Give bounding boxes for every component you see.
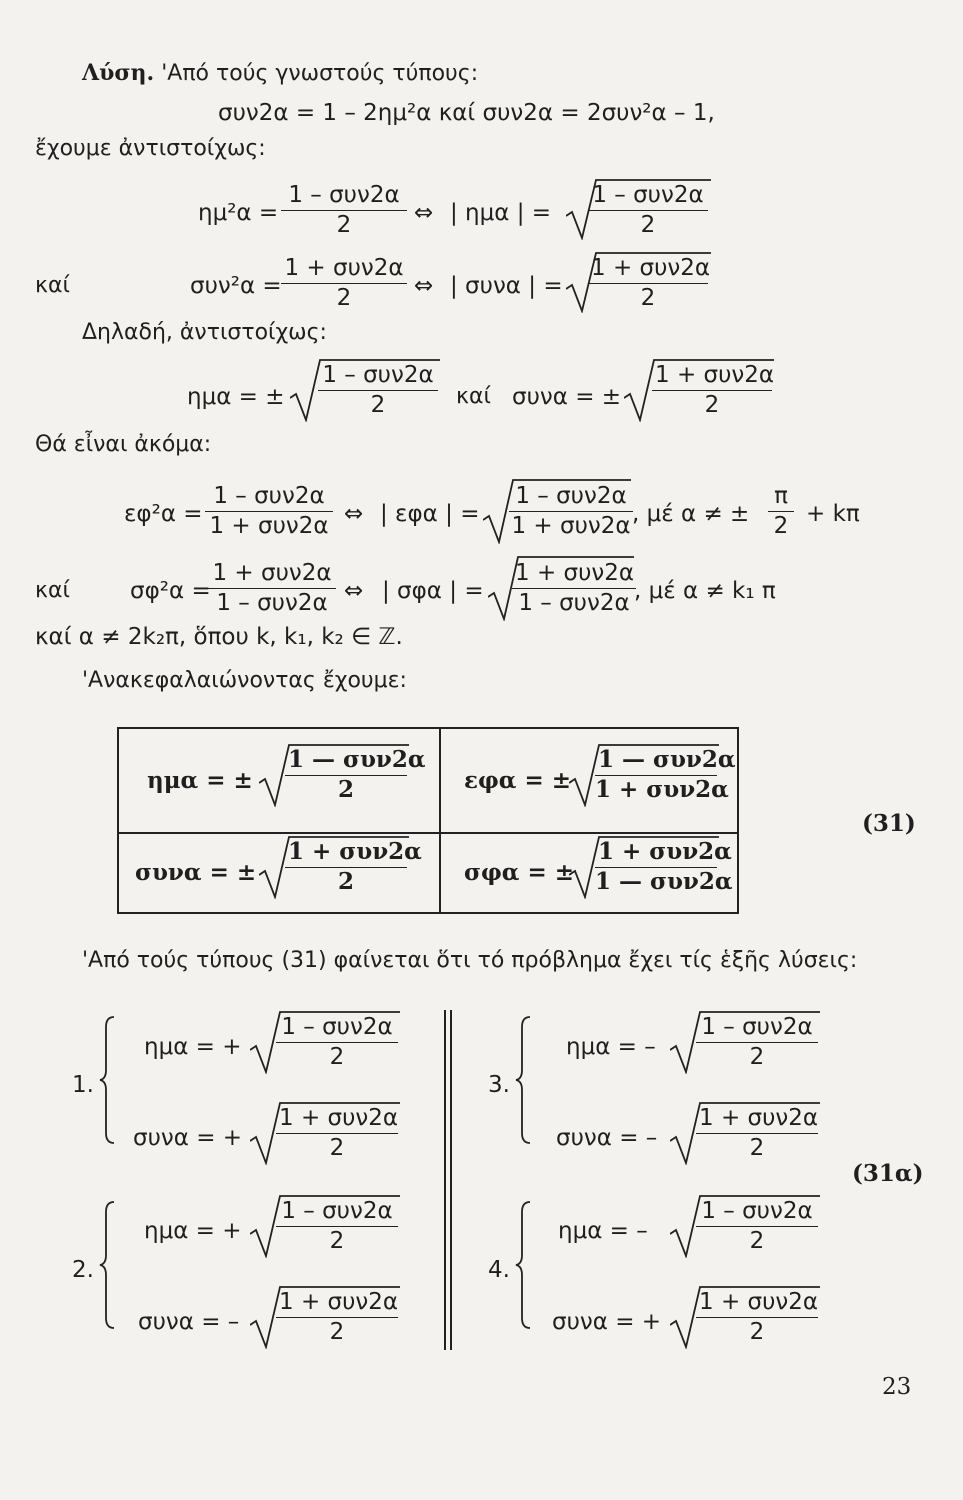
fraction-denominator: 2 <box>640 285 656 311</box>
cell-hma: ημα = ± <box>147 767 253 794</box>
fraction-numerator: 1 – συν2α <box>696 1197 818 1227</box>
s3-hma: ημα = – <box>566 1034 656 1060</box>
anakef-text: 'Ανακεφαλαιώνοντας ἔχουμε: <box>82 668 407 693</box>
abs-syna: | συνα | = <box>450 273 563 299</box>
sqrt-fraction <box>588 254 711 312</box>
fraction-denominator: 2 <box>773 513 789 539</box>
sqrt-fraction <box>696 1197 818 1255</box>
fraction-denominator: 2 <box>749 1044 765 1070</box>
fraction-denominator: 2 <box>336 212 352 238</box>
ef2-fraction <box>205 482 333 540</box>
sqrt-fraction <box>696 1013 818 1071</box>
fraction-numerator: 1 – συν2α <box>205 482 333 512</box>
solution-3-number: 3. <box>488 1072 510 1098</box>
fraction-denominator: 2 <box>337 868 354 895</box>
fraction-numerator: 1 – συν2α <box>509 482 633 512</box>
fraction-numerator: 1 — συν2α <box>595 746 717 776</box>
hm2-lhs: ημ²α = <box>198 200 279 226</box>
fraction-denominator: 2 <box>336 285 352 311</box>
fraction-numerator: π <box>768 482 794 512</box>
kai-text: καί <box>35 273 70 298</box>
syn2-lhs: συν²α = <box>190 273 282 299</box>
identity-formula: συν2α = 1 – 2ημ²α καί συν2α = 2συν²α – 1, <box>218 100 715 126</box>
ef-condition-tail: + kπ <box>806 501 860 527</box>
sqrt-fraction <box>512 559 636 617</box>
fraction-numerator: 1 – συν2α <box>276 1197 398 1227</box>
fraction-numerator: 1 + συν2α <box>696 1288 818 1318</box>
sqrt-fraction <box>509 482 633 540</box>
table-divider <box>119 832 737 834</box>
sqrt-fraction <box>318 361 438 419</box>
abs-hma: | ημα | = <box>450 200 552 226</box>
fraction-numerator: 1 – συν2α <box>281 181 407 211</box>
equiv-arrow: ⇔ <box>344 578 364 604</box>
sqrt-fraction <box>276 1104 398 1162</box>
abs-sfa: | σφα | = <box>382 578 484 604</box>
left-brace-icon <box>514 1015 534 1149</box>
fraction-denominator: 2 <box>329 1228 345 1254</box>
page-number: 23 <box>882 1374 912 1400</box>
divider-line <box>450 1010 452 1350</box>
sf-condition: , μέ α ≠ k₁ π <box>634 578 776 604</box>
sf2-fraction <box>208 559 336 617</box>
sqrt-fraction <box>696 1288 818 1346</box>
hm2-fraction <box>281 181 407 239</box>
solution-4-number: 4. <box>488 1257 510 1283</box>
fraction-denominator: 2 <box>640 212 656 238</box>
fraction-numerator: 1 + συν2α <box>512 559 636 589</box>
sqrt-fraction <box>285 746 426 804</box>
s2-hma: ημα = + <box>144 1218 242 1244</box>
fraction-numerator: 1 + συν2α <box>595 838 717 868</box>
fraction-denominator: 1 + συν2α <box>511 513 631 539</box>
sqrt-fraction <box>276 1197 398 1255</box>
syna-pm: συνα = ± <box>512 384 622 410</box>
kai-text: καί <box>35 578 70 603</box>
sqrt-fraction <box>276 1013 398 1071</box>
tha-text: Θά εἶναι ἀκόμα: <box>35 432 212 457</box>
sqrt-fraction <box>588 181 708 239</box>
abs-efa: | εφα | = <box>380 501 480 527</box>
fraction-denominator: 2 <box>749 1135 765 1161</box>
fraction-numerator: 1 – συν2α <box>696 1013 818 1043</box>
pi-over-two <box>768 482 794 540</box>
fraction-denominator: 2 <box>329 1044 345 1070</box>
kai-text: καί <box>456 384 491 409</box>
fraction-denominator: 1 + συν2α <box>209 513 329 539</box>
lysi-label: Λύση. <box>82 60 155 86</box>
fraction-numerator: 1 – συν2α <box>588 181 708 211</box>
fraction-denominator: 1 – συν2α <box>216 590 328 616</box>
solutions-intro: 'Από τούς τύπους (31) φαίνεται ὅτι τό πρόβλημα ἔχει τίς ἑξῆς λύσεις: <box>82 948 858 973</box>
fraction-denominator: 2 <box>329 1319 345 1345</box>
fraction-denominator: 1 – συν2α <box>518 590 630 616</box>
fraction-numerator: 1 + συν2α <box>696 1104 818 1134</box>
syn2-fraction <box>281 254 407 312</box>
fraction-numerator: 1 + συν2α <box>285 838 407 868</box>
fraction-denominator: 2 <box>749 1319 765 1345</box>
s1-syna: συνα = + <box>133 1125 243 1151</box>
table-divider <box>439 729 441 912</box>
exoume-text: ἔχουμε ἀντιστοίχως: <box>35 136 266 161</box>
k-condition: καί α ≠ 2k₂π, ὅπου k, k₁, k₂ ∈ ℤ. <box>35 624 403 650</box>
s4-syna: συνα = + <box>552 1309 662 1335</box>
equation-tag-31: (31) <box>862 810 916 837</box>
ef-condition: , μέ α ≠ ± <box>632 501 750 527</box>
solution-1-number: 1. <box>72 1072 94 1098</box>
s1-hma: ημα = + <box>144 1034 242 1060</box>
s2-syna: συνα = – <box>138 1309 240 1335</box>
solution-2-number: 2. <box>72 1257 94 1283</box>
fraction-denominator: 2 <box>329 1135 345 1161</box>
equiv-arrow: ⇔ <box>344 501 364 527</box>
cell-efa: εφα = ± <box>464 767 572 794</box>
fraction-numerator: 1 — συν2α <box>285 746 407 776</box>
fraction-numerator: 1 – συν2α <box>276 1013 398 1043</box>
equation-tag-31a: (31α) <box>852 1160 924 1187</box>
fraction-denominator: 2 <box>337 776 354 803</box>
left-brace-icon <box>98 1200 118 1334</box>
cell-syna: συνα = ± <box>135 859 257 886</box>
fraction-numerator: 1 + συν2α <box>652 361 772 391</box>
fraction-numerator: 1 + συν2α <box>208 559 336 589</box>
summary-table <box>117 727 739 914</box>
hma-pm: ημα = ± <box>187 384 285 410</box>
sqrt-fraction <box>595 746 736 804</box>
ef2-lhs: εφ²α = <box>124 501 203 527</box>
sqrt-fraction <box>595 838 733 896</box>
s3-syna: συνα = – <box>556 1125 658 1151</box>
cell-sfa: σφα = ± <box>464 859 575 886</box>
sqrt-fraction <box>652 361 775 419</box>
fraction-numerator: 1 + συν2α <box>276 1288 398 1318</box>
sqrt-fraction <box>696 1104 818 1162</box>
fraction-denominator: 2 <box>370 392 386 418</box>
left-brace-icon <box>98 1015 118 1149</box>
fraction-numerator: 1 + συν2α <box>281 254 407 284</box>
lysi-line <box>82 60 478 86</box>
left-brace-icon <box>514 1200 534 1334</box>
fraction-denominator: 2 <box>749 1228 765 1254</box>
dilady-text: Δηλαδή, ἀντιστοίχως: <box>82 320 327 345</box>
fraction-denominator: 2 <box>704 392 720 418</box>
fraction-numerator: 1 + συν2α <box>588 254 708 284</box>
equiv-arrow: ⇔ <box>414 200 434 226</box>
s4-hma: ημα = – <box>558 1218 648 1244</box>
fraction-denominator: 1 + συν2α <box>595 776 729 803</box>
fraction-denominator: 1 — συν2α <box>595 868 733 895</box>
sqrt-fraction <box>285 838 422 896</box>
sqrt-fraction <box>276 1288 398 1346</box>
fraction-numerator: 1 – συν2α <box>318 361 438 391</box>
equiv-arrow: ⇔ <box>414 273 434 299</box>
fraction-numerator: 1 + συν2α <box>276 1104 398 1134</box>
divider-line <box>444 1010 446 1350</box>
sf2-lhs: σφ²α = <box>130 578 211 604</box>
lysi-text: 'Από τούς γνωστούς τύπους: <box>161 61 479 86</box>
